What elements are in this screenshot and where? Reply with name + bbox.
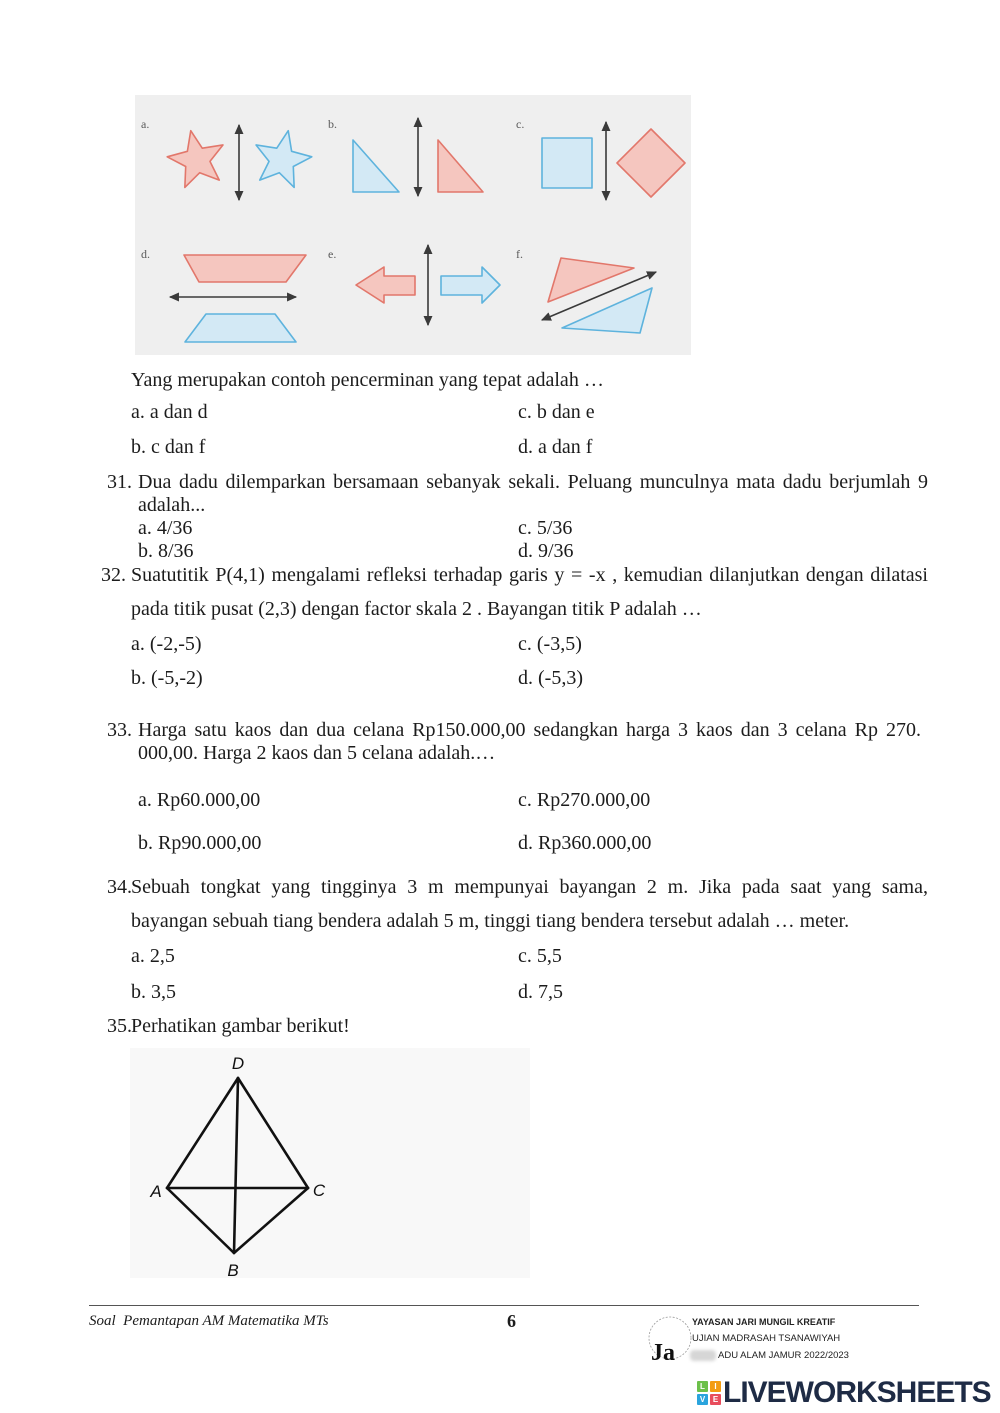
- q33-option-a: a. Rp60.000,00: [138, 789, 261, 811]
- q31-option-d: d. 9/36: [518, 540, 574, 562]
- panel-c-blue-square: [542, 138, 592, 188]
- reflection-option-d: d. a dan f: [518, 436, 593, 458]
- q32-text-line-1: Suatutitik P(4,1) mengalami refleksi terhadap garis y = -x , kemudian dilanjutkan dengan dilatasi: [131, 564, 928, 586]
- foundation-logo-icon: [640, 1314, 696, 1366]
- q35-text: Perhatikan gambar berikut!: [131, 1015, 350, 1037]
- panel-label-d: d.: [141, 247, 150, 261]
- q32-option-a: a. (-2,-5): [131, 633, 202, 655]
- q31-number: 31.: [107, 471, 132, 493]
- logo-letter-e: E: [710, 1394, 721, 1405]
- q32-option-b: b. (-5,-2): [131, 667, 203, 689]
- q34-option-c: c. 5,5: [518, 945, 562, 967]
- footer-divider: [89, 1305, 919, 1306]
- footer-title: Soal Pemantapan AM Matematika MTs: [89, 1313, 329, 1329]
- panel-label-a: a.: [141, 117, 150, 131]
- q33-text-line-2: 000,00. Harga 2 kaos dan 5 celana adalah.…: [138, 742, 496, 764]
- vertex-label-b: B: [227, 1261, 239, 1280]
- reflection-option-b: b. c dan f: [131, 436, 206, 458]
- q34-text-line-2: bayangan sebuah tiang bendera adalah 5 m, tinggi tiang bendera tersebut adalah … meter.: [131, 910, 850, 932]
- reflection-figure: [135, 95, 691, 355]
- q33-number: 33.: [107, 719, 132, 741]
- org-name: YAYASAN JARI MUNGIL KREATIF: [692, 1317, 836, 1327]
- q31-text-line-1: Dua dadu dilemparkan bersamaan sebanyak sekali. Peluang munculnya mata dadu berjumlah 9: [138, 471, 928, 493]
- q31-text-line-2: adalah...: [138, 494, 206, 516]
- q31-option-a: a. 4/36: [138, 517, 193, 539]
- panel-label-f: f.: [516, 247, 523, 261]
- liveworksheets-logo-icon: [697, 1381, 721, 1405]
- q32-option-c: c. (-3,5): [518, 633, 582, 655]
- q32-number: 32.: [101, 564, 126, 586]
- liveworksheets-watermark: LIVEWORKSHEETS: [723, 1376, 991, 1409]
- obscured-text-smudge: [690, 1350, 716, 1361]
- logo-letter-i: I: [710, 1381, 721, 1392]
- school-year: ADU ALAM JAMUR 2022/2023: [718, 1350, 849, 1361]
- panel-label-b: b.: [328, 117, 337, 131]
- q34-number: 34.: [107, 876, 132, 898]
- q34-option-b: b. 3,5: [131, 981, 176, 1003]
- q32-text-line-2: pada titik pusat (2,3) dengan factor skala 2 . Bayangan titik P adalah …: [131, 598, 702, 620]
- logo-letter-v: V: [697, 1394, 708, 1405]
- q33-text-line-1: Harga satu kaos dan dua celana Rp150.000,00 sedangkan harga 3 kaos dan 3 celana Rp 270.: [138, 719, 921, 741]
- panel-label-c: c.: [516, 117, 525, 131]
- kite-figure-background: [130, 1048, 530, 1278]
- logo-letter-l: L: [697, 1381, 708, 1392]
- q34-option-a: a. 2,5: [131, 945, 175, 967]
- page-number: 6: [507, 1311, 516, 1331]
- vertex-label-d: D: [231, 1054, 245, 1073]
- panel-d-red-trapezoid: [184, 255, 306, 282]
- q31-option-c: c. 5/36: [518, 517, 573, 539]
- vertex-label-a: A: [150, 1182, 162, 1201]
- q34-text-line-1: Sebuah tongkat yang tingginya 3 m mempunyai bayangan 2 m. Jika pada saat yang sama,: [131, 876, 928, 898]
- q33-option-c: c. Rp270.000,00: [518, 789, 651, 811]
- vertex-label-c: C: [312, 1181, 326, 1200]
- logo-mark: Ja: [651, 1340, 675, 1366]
- q34-option-d: d. 7,5: [518, 981, 563, 1003]
- q35-number: 35.: [107, 1015, 132, 1037]
- q33-option-b: b. Rp90.000,00: [138, 832, 262, 854]
- q31-option-b: b. 8/36: [138, 540, 194, 562]
- reflection-question-text: Yang merupakan contoh pencerminan yang tepat adalah …: [131, 369, 604, 391]
- reflection-option-a: a. a dan d: [131, 401, 208, 423]
- panel-label-e: e.: [328, 247, 337, 261]
- kite-figure: [130, 1048, 530, 1282]
- reflection-option-c: c. b dan e: [518, 401, 595, 423]
- q32-option-d: d. (-5,3): [518, 667, 583, 689]
- exam-name: UJIAN MADRASAH TSANAWIYAH: [692, 1333, 841, 1344]
- q33-option-d: d. Rp360.000,00: [518, 832, 652, 854]
